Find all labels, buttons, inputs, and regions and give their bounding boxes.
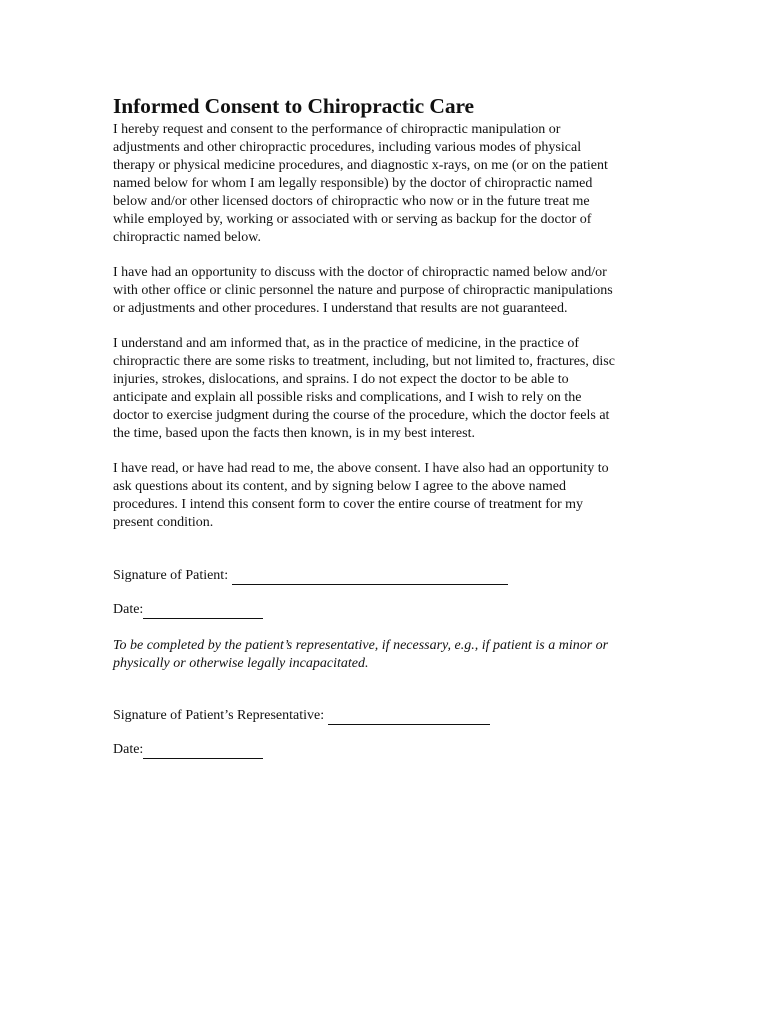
consent-paragraph-1: I hereby request and consent to the performance of chiropractic manipulation or adjustments and other chiropractic procedures, including various modes of physical therapy or physical medicine procedures, and diagnostic x-rays, on me (or on the patient named below for whom I am legally responsible) by the doctor of chiropractic named below and/or other licensed doctors of chiropractic who now or in the future treat me while employed by, working or associated with or serving as backup for the doctor of chiropractic named below. [113,122,608,245]
consent-paragraph-3: I understand and am informed that, as in the practice of medicine, in the practice of chiropractic there are some risks to treatment, including, but not limited to, fractures, disc injuries, strokes, dislocations, and sprains. I do not expect the doctor to be able to anticipate and explain all possible risks and complications, and I wish to rely on the doctor to exercise judgment during the course of the procedure, which the doctor feels at the time, based upon the facts then known, is in my best interest. [113,336,615,441]
patient-signature-row [113,567,673,585]
representative-signature-label: Signature of Patient’s Representative: [113,708,325,723]
representative-date-field[interactable] [143,744,263,759]
representative-signature-field[interactable] [328,710,490,725]
representative-note: To be completed by the patient’s representative, if necessary, e.g., if patient is a minor or physically or otherwise legally incapacitated. [113,638,609,671]
patient-date-label: Date: [113,602,144,617]
representative-date-row [113,741,673,759]
consent-paragraph-4: I have read, or have had read to me, the above consent. I have also had an opportunity to ask questions about its content, and by signing below I agree to the above named procedures. I intend this consent form to cover the entire course of treatment for my present condition. [113,461,609,530]
representative-signature-row [113,707,673,725]
consent-form [113,92,673,759]
patient-date-row [113,601,673,619]
patient-signature-field[interactable] [232,570,508,585]
document-title: Informed Consent to Chiropractic Care [113,94,474,118]
representative-date-label: Date: [113,742,144,757]
patient-date-field[interactable] [143,604,263,619]
consent-paragraph-2: I have had an opportunity to discuss with the doctor of chiropractic named below and/or with other office or clinic personnel the nature and purpose of chiropractic manipulations or adjustments and other procedures. I understand that results are not guaranteed. [113,265,613,316]
patient-signature-label: Signature of Patient: [113,568,229,583]
